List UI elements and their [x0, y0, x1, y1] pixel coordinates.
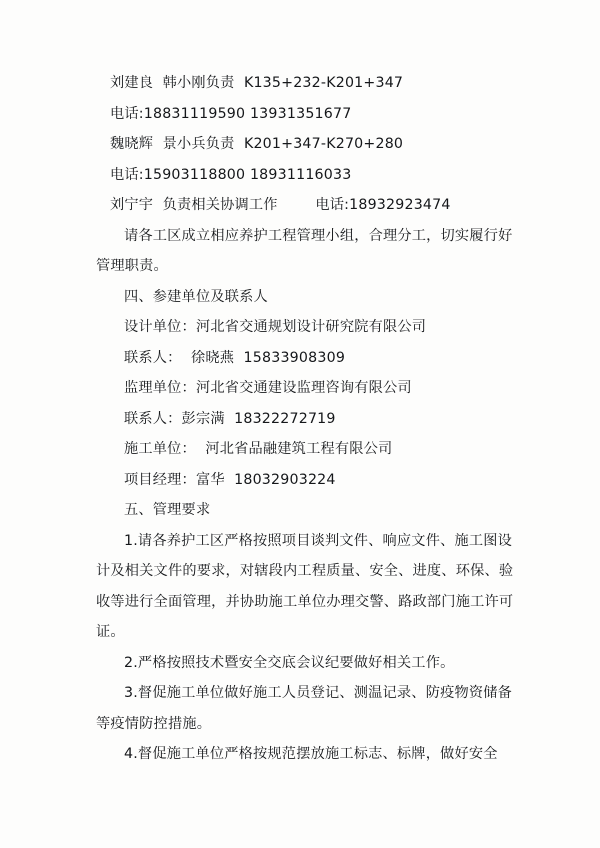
- text-line-phone-2: 电话:15903118800 18931116033: [110, 166, 352, 183]
- paragraph-management-group: 请各工区成立相应养护工程管理小组，合理分工，切实履行好管理职责。: [96, 227, 513, 274]
- section-heading-five: 五、管理要求: [124, 502, 211, 518]
- paragraph-requirement-2: 2.严格按照技术暨安全交底会议纪要做好相关工作。: [124, 654, 455, 671]
- paragraph-requirement-4: 4.督促施工单位严格按规范摆放施工标志、标牌，做好安全: [124, 746, 498, 762]
- document-body: [96, 68, 516, 770]
- text-line-supervision-unit: 监理单位：河北省交通建设监理咨询有限公司: [124, 380, 412, 396]
- text-line-construction-unit: 施工单位： 河北省品融建筑工程有限公司: [124, 441, 393, 457]
- section-heading-four: 四、参建单位及联系人: [124, 288, 268, 305]
- text-line-contact-3: 刘宁宇 负责相关协调工作 电话:18932923474: [110, 197, 451, 213]
- text-line-project-manager: 项目经理：富华 18032903224: [124, 471, 336, 488]
- paragraph-requirement-1: 1.请各养护工区严格按照项目谈判文件、响应文件、施工图设计及相关文件的要求，对辖段内工程质量、安全、进度、环保、验收等进行全面管理，并协助施工单位办理交警、路政部门施工许可证。: [96, 532, 514, 640]
- text-line-design-contact: 联系人： 徐晓燕 15833908309: [124, 349, 346, 366]
- text-line-phone-1: 电话:18831119590 13931351677: [110, 105, 352, 122]
- text-line-contact-2: 魏晓辉 景小兵负责 K201+347-K270+280: [110, 136, 404, 152]
- text-line-supervision-contact: 联系人：彭宗满 18322272719: [124, 410, 336, 427]
- text-line-design-unit: 设计单位：河北省交通规划设计研究院有限公司: [124, 319, 427, 335]
- text-line-contact-1: 刘建良 韩小刚负责 K135+232-K201+347: [110, 75, 404, 91]
- paragraph-requirement-3: 3.督促施工单位做好施工人员登记、测温记录、防疫物资储备等疫情防控措施。: [96, 685, 513, 732]
